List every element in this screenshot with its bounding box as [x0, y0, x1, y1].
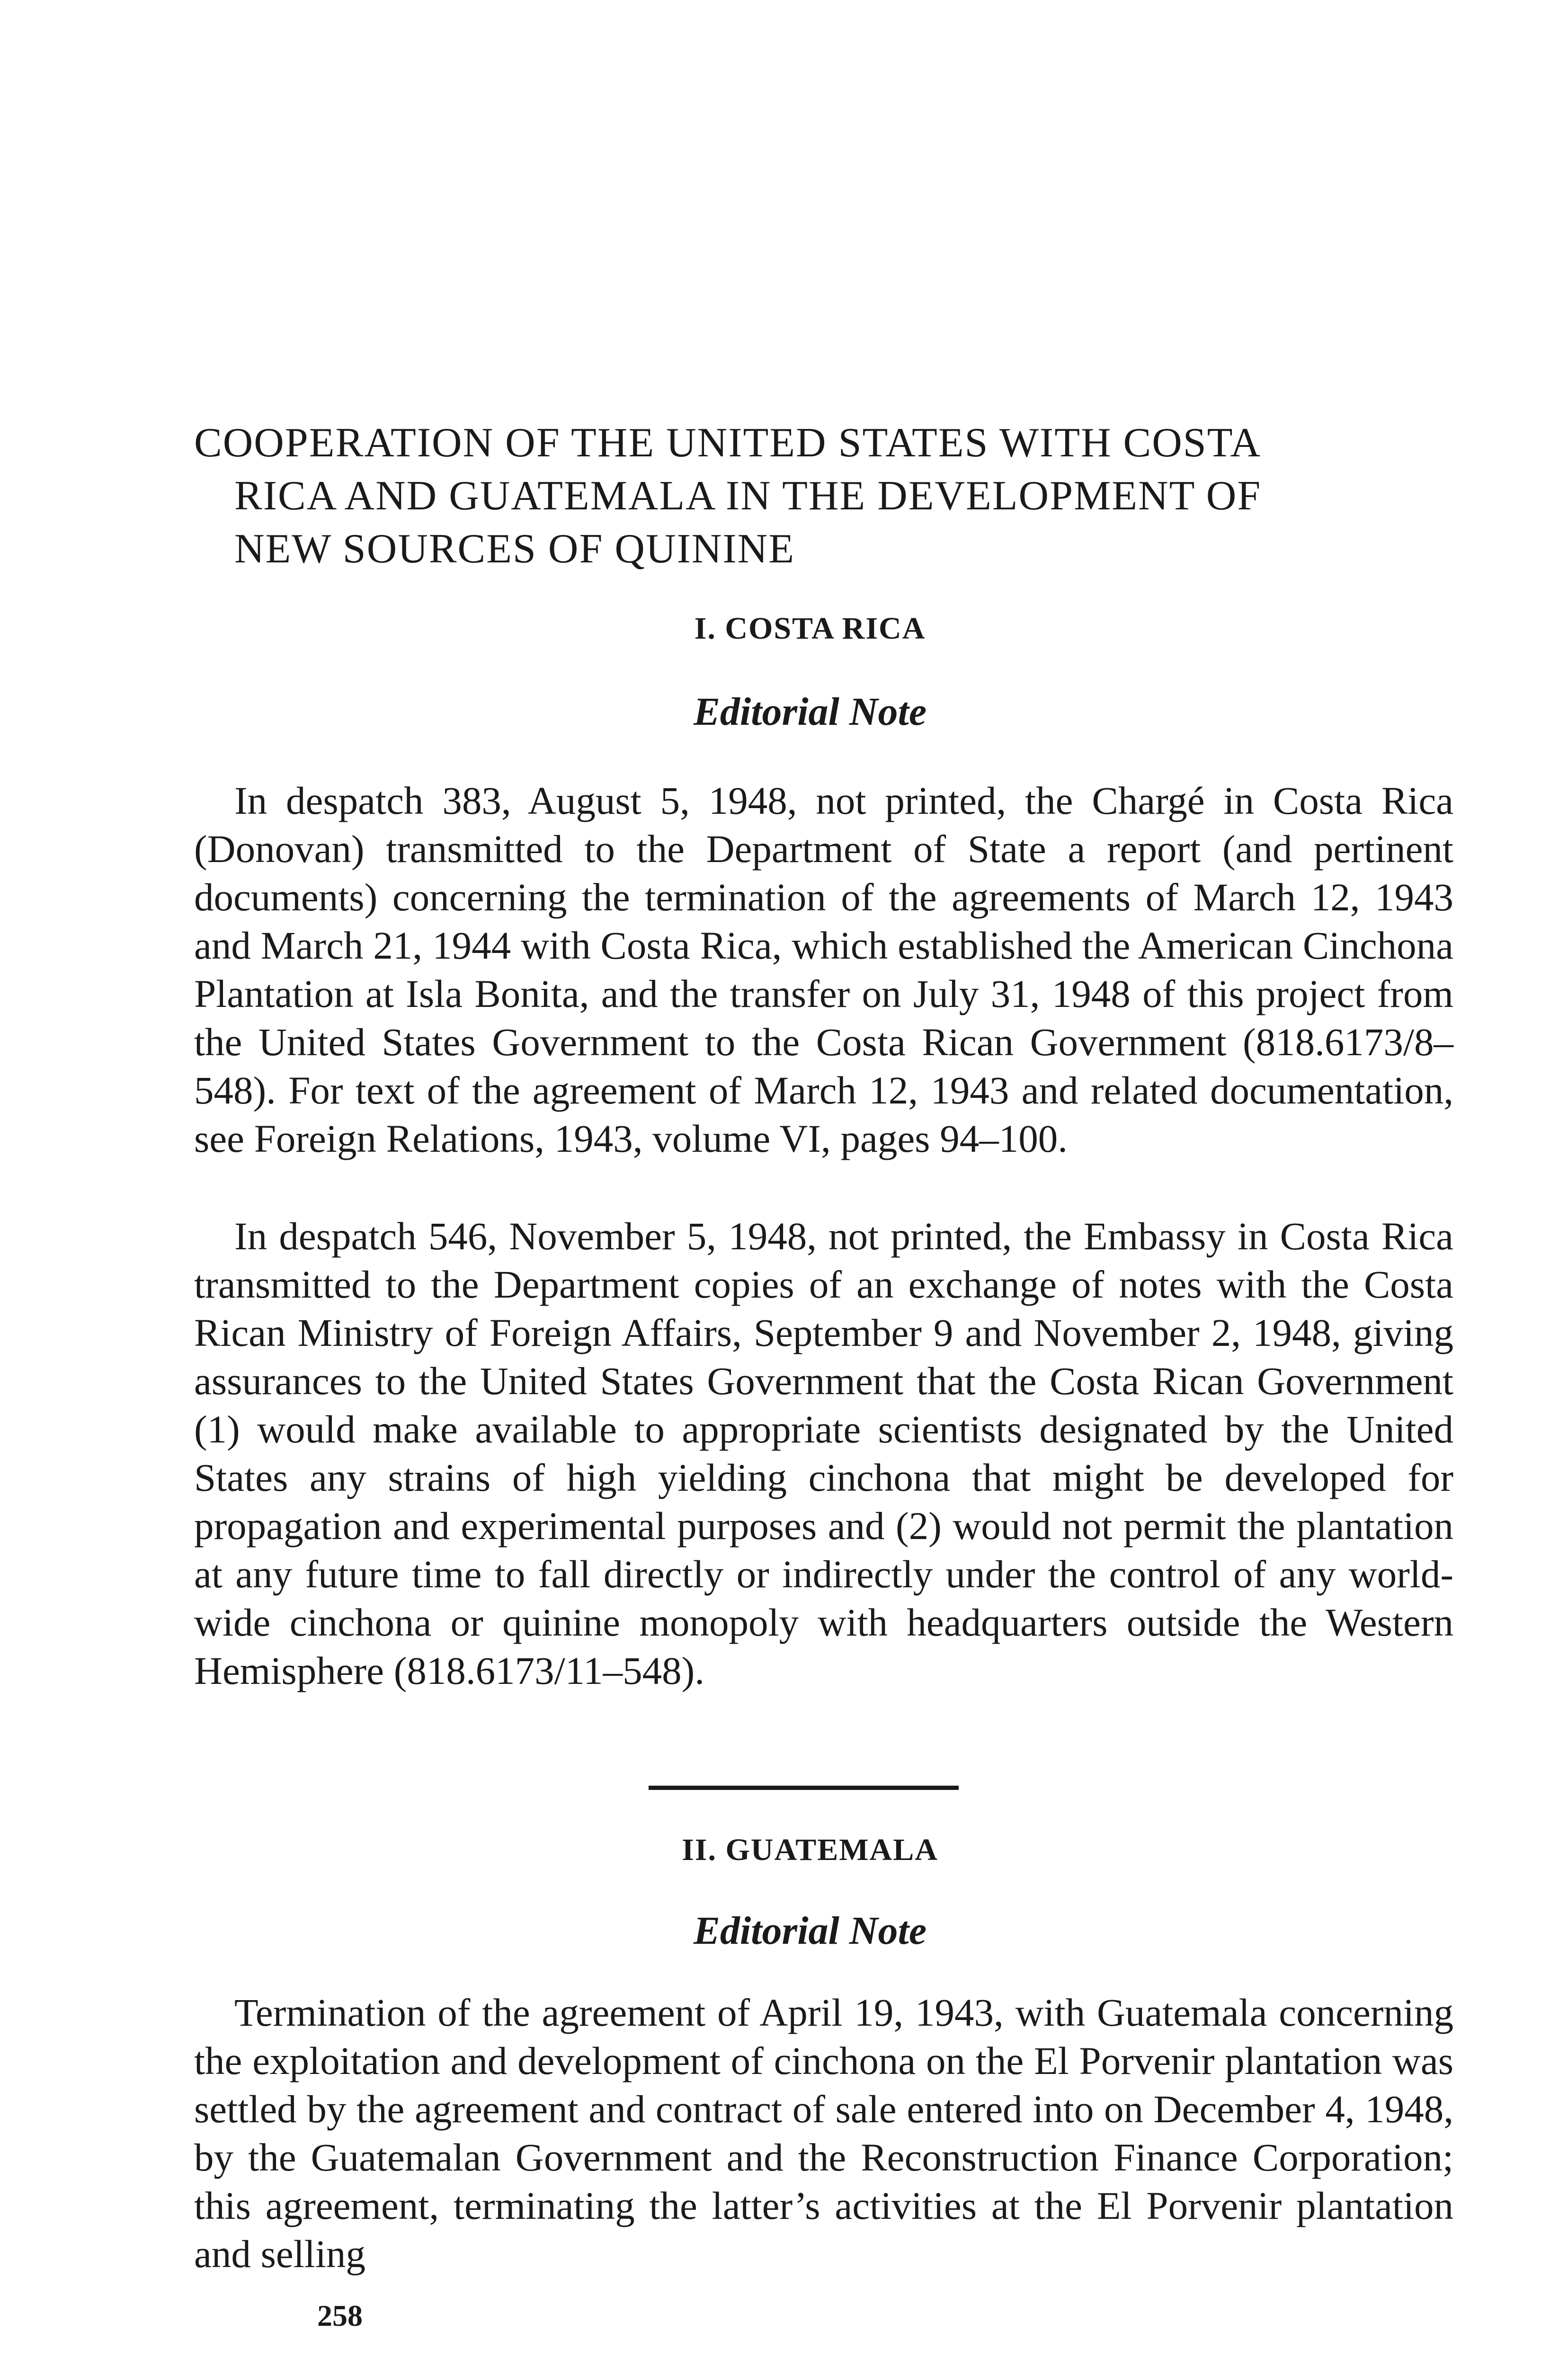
paragraph-costa-rica-1: [194, 776, 1453, 1163]
title-line-2: RICA AND GUATEMALA IN THE DEVELOPMENT OF: [234, 473, 1262, 519]
page-number: 258: [317, 2299, 363, 2332]
section-heading-guatemala: II. GUATEMALA: [682, 1833, 938, 1867]
section-heading-costa-rica: I. COSTA RICA: [694, 611, 926, 646]
editorial-note-heading-guatemala: Editorial Note: [693, 1909, 927, 1953]
paragraph-text: In despatch 383, August 5, 1948, not printed, the Chargé in Costa Rica (Donovan) transmitted to the Department of State a report (and pertinent documents) concerning the termination of the agreements of March 12, 1943 and March 21, 1944 with Costa Rica, which established the American Cinchona Plantation at Isla Bonita, and the transfer on July 31, 1948 of this project from the United States Government to the Costa Rican Government (818.6173/8–548). For text of the agreement of March 12, 1943 and related documentation, see Foreign Relations, 1943, volume VI, pages 94–100.: [194, 779, 1453, 1160]
paragraph-text: In despatch 546, November 5, 1948, not printed, the Embassy in Costa Rica transmitted to the Department copies of an exchange of notes with the Costa Rican Ministry of Foreign Affairs, September 9 and November 2, 1948, giving assurances to the United States Government that the Costa Rican Government (1) would make available to appropriate scientists designated by the United States any strains of high yielding cinchona that might be developed for propagation and experimental purposes and (2) would not permit the plantation at any future time to fall directly or indirectly under the control of any world-wide cinchona or quinine monopoly with headquarters outside the Western Hemisphere (818.6173/11–548).: [194, 1214, 1453, 1692]
paragraph-text: Termination of the agreement of April 19, 1943, with Guatemala concerning the exploitation and development of cinchona on the El Porvenir plantation was settled by the agreement and contract of sale entered into on December 4, 1948, by the Guatemalan Government and the Reconstruction Finance Corporation; this agreement, terminating the latter’s activities at the El Porvenir plantation and selling: [194, 1991, 1453, 2276]
editorial-note-heading-costa-rica: Editorial Note: [693, 690, 927, 734]
title-line-1: COOPERATION OF THE UNITED STATES WITH COSTA: [194, 420, 1261, 466]
title-line-3: NEW SOURCES OF QUININE: [234, 526, 795, 572]
paragraph-guatemala-1: [194, 1988, 1453, 2278]
document-title: [194, 417, 1472, 576]
paragraph-costa-rica-2: [194, 1212, 1453, 1695]
section-divider: [649, 1786, 959, 1790]
